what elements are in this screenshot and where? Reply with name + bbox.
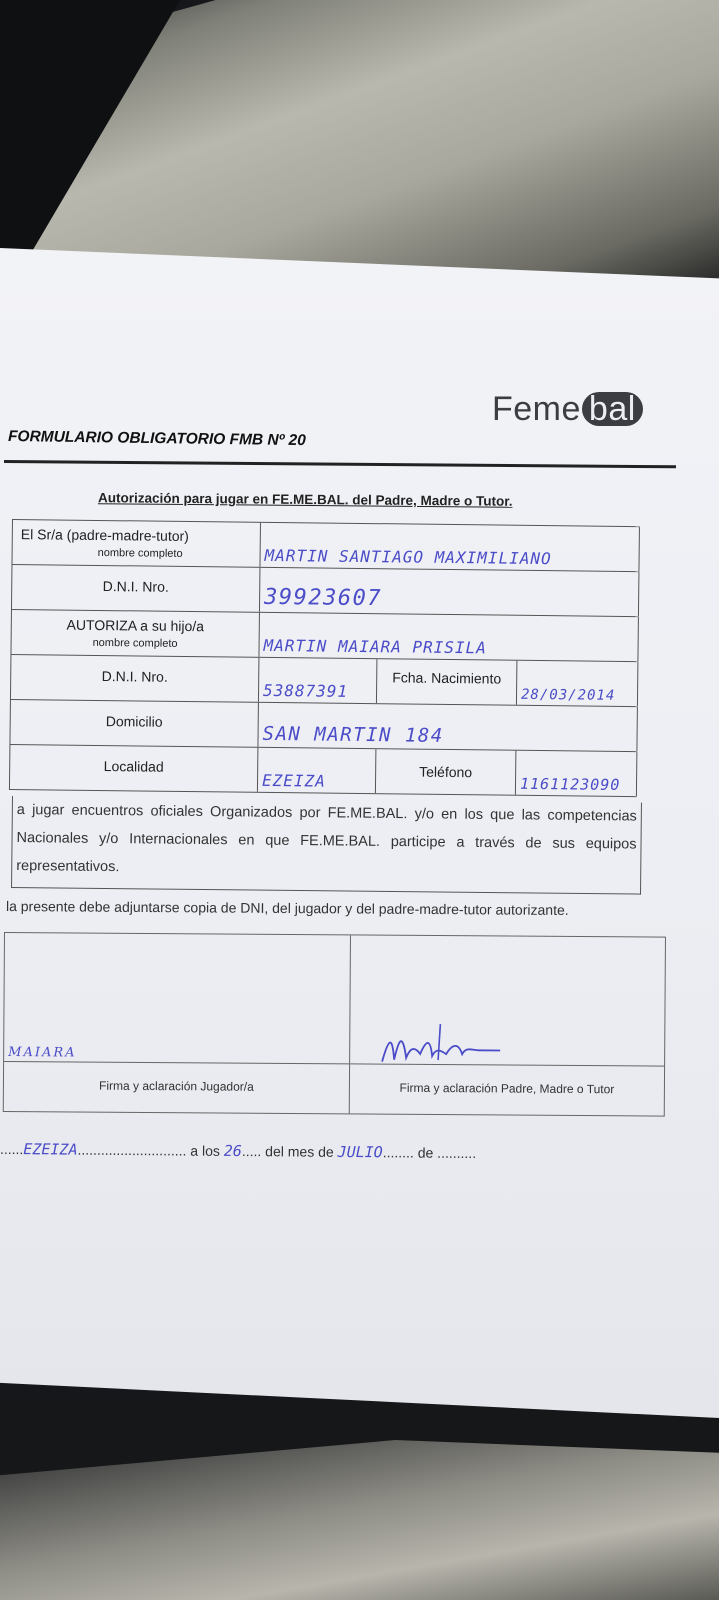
femebal-logo: Feme bal xyxy=(492,390,643,429)
address-label: Domicilio xyxy=(9,700,257,747)
birth-date-label: Fcha. Nacimiento xyxy=(376,659,516,705)
birth-date-value: 28/03/2014 xyxy=(516,661,638,706)
form-title: FORMULARIO OBLIGATORIO FMB Nº 20 xyxy=(7,428,306,450)
parent-name-row xyxy=(11,519,639,571)
parent-name-value: MARTIN SANTIAGO MAXIMILIANO xyxy=(259,523,639,571)
player-signature-area xyxy=(4,933,351,1113)
phone-value: 1161123090 xyxy=(515,751,637,796)
signature-box xyxy=(3,932,666,1117)
parent-dni-label: D.N.I. Nro. xyxy=(11,565,259,612)
phone-label: Teléfono xyxy=(375,749,515,795)
parent-dni-value: 39923607 xyxy=(259,568,639,616)
parent-dni-row xyxy=(11,564,639,616)
city-label: Localidad xyxy=(9,745,257,792)
address-row xyxy=(9,699,637,751)
authorization-text: a jugar encuentros oficiales Organizados por FE.ME.BAL. y/o en los que las competencias Nacionales y/o Internacionales en que FE.ME.BAL. participe a través de sus equipos representativos. xyxy=(11,796,642,895)
address-value: SAN MARTIN 184 xyxy=(257,703,637,751)
child-name-value: MARTIN MAIARA PRISILA xyxy=(258,613,638,661)
child-dni-label: D.N.I. Nro. xyxy=(10,655,258,702)
child-label-cell: AUTORIZA a su hijo/a nombre completo xyxy=(10,610,258,657)
parent-signature-area xyxy=(350,935,665,1115)
child-dni-value: 53887391 xyxy=(258,658,376,703)
city-row xyxy=(9,744,637,797)
city-value: EZEIZA xyxy=(257,748,375,793)
day-handwritten: 26 xyxy=(223,1141,242,1161)
player-signature: MAIARA xyxy=(8,1045,77,1061)
place-handwritten: EZEIZA xyxy=(23,1140,78,1159)
child-dni-row xyxy=(10,654,638,706)
month-handwritten: JULIO xyxy=(337,1142,383,1162)
authorization-table xyxy=(9,519,640,797)
dni-copy-note: la presente debe adjuntarse copia de DNI, del jugador y del padre-madre-tutor autorizante. xyxy=(5,898,569,918)
form-subtitle: Autorización para jugar en FE.ME.BAL. del Padre, Madre o Tutor. xyxy=(97,490,513,509)
player-signature-caption: Firma y aclaración Jugador/a xyxy=(99,1078,254,1094)
date-place-line: ......EZEIZA............................ a los 26..... del mes de JULIO........ de .......... xyxy=(0,1140,477,1162)
child-name-row xyxy=(10,609,638,661)
player-signature-line xyxy=(4,1061,349,1064)
parent-signature-caption: Firma y aclaración Padre, Madre o Tutor xyxy=(399,1080,615,1097)
parent-label-cell: El Sr/a (padre-madre-tutor) nombre completo xyxy=(11,520,259,567)
